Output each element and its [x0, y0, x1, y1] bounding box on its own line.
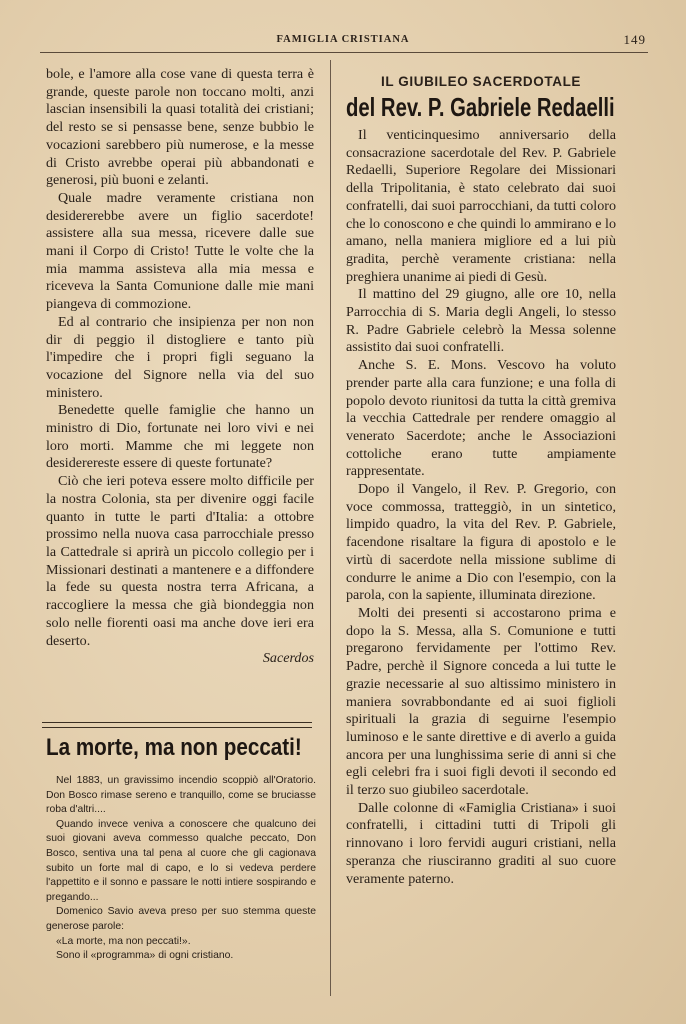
bottom-paragraph-1: Nel 1883, un gravissimo incendio scoppiò all'Oratorio. Don Bosco rimase sereno e tranquillo, come se bruciasse roba d'altri....: [46, 775, 316, 816]
right-paragraph-4: Dopo il Vangelo, il Rev. P. Gregorio, con voce commossa, tratteggiò, in un sintetico, limpido quadro, la vita del Rev. P. Gabriele, facendone risaltare la figura di apostolo e le virtù di sacerdote nella missione sublime di condurre le anime a Dio con l'esempio, con la parola, con la sapiente, illuminata direzione.: [346, 481, 616, 604]
bottom-paragraph-3: Domenico Savio aveva preso per suo stemma queste generose parole:: [46, 906, 316, 932]
left-article: [46, 66, 314, 668]
left-paragraph-5: Ciò che ieri poteva essere molto difficile per la nostra Colonia, sta per divenire oggi facile quanto in tutte le parti d'Italia: a ottobre prossimo nella nuova casa parrocchiale presso la Cattedrale si aprirà un piccolo collegio per i Missionari destinati a mantenere e a diffondere la fede su questa nostra terra Africana, a raccogliere la messa che già biondeggia non solo nelle fiorenti oasi ma anche dove ieri era deserto.: [46, 473, 314, 649]
bottom-paragraph-2: Quando invece veniva a conoscere che qualcuno dei suoi giovani aveva commesso qualche peccato, Don Bosco, sentiva una tal pena al cuore che gli cagionava subito un forte mal di capo, e lo si vedeva perdere l'appettito e il sonno e passare le notti intiere sospirando e pregando...: [46, 818, 316, 903]
signature: [46, 650, 314, 668]
right-article-headline: del Rev. P. Gabriele Redaelli: [346, 92, 615, 122]
bottom-article-headline: La morte, ma non peccati!: [46, 734, 302, 761]
bottom-paragraph-4: «La morte, ma non peccati!».: [56, 935, 191, 947]
right-article: [346, 127, 616, 888]
left-paragraph-3: Ed al contrario che insipienza per non non dir di peggio il distogliere e tanto più l'impedire che i propri figli seguano la vocazione del Signore nella via del suo ministero.: [46, 313, 314, 401]
right-paragraph-5: Molti dei presenti si accostarono prima e dopo la S. Messa, alla S. Comunione e tutti pregarono fervidamente per l'ottimo Rev. Padre, perchè il Signore conceda a lui tutte le grazie necessarie al suo altissimo ministero in maniera sovrabbondante ed ai suoi figlioli spirituali la grazia di seguirne l'esempio luminoso e le sante direttive e di averlo a guida ancora per una lunghissima serie di anni si che egli celebri fra i suoi figli devoti il secondo ed il terzo suo giubileo sacerdotale.: [346, 604, 616, 799]
bottom-article: [46, 774, 316, 964]
right-paragraph-3: Anche S. E. Mons. Vescovo ha voluto prender parte alla cara funzione; e una folla di popolo devoto riunitosi da tutta la città gremiva la vecchia Cattedrale per rendere omaggio al venerato Sacerdote; anche le Associazioni cottoliche erano tutte ampiamente rappresentate.: [346, 357, 616, 480]
signature-text: Sacerdos: [262, 650, 314, 667]
left-paragraph-1: bole, e l'amore alla cose vane di questa terra è grande, queste parole non toccano molti, anzi lascian insensibili la quasi totalità dei cristiani; del resto se si pensasse bene, senze bubbio le vocazioni sarebbero più numerose, e la messe di Cristo avrebbe operai più abbandonati e generosi, più buoni e zelanti.: [46, 66, 314, 189]
running-title: FAMIGLIA CRISTIANA: [276, 34, 410, 45]
header-rule: [40, 52, 648, 53]
right-article-kicker: IL GIUBILEO SACERDOTALE: [380, 74, 582, 89]
bottom-paragraph-5: Sono il «programma» di ogni cristiano.: [56, 950, 234, 962]
column-divider: [330, 60, 331, 996]
right-paragraph-1: Il venticinquesimo anniversario della consacrazione sacerdotale del Rev. P. Gabriele Redaelli, Superiore Regolare dei Missionari della Tripolitania, è stato celebrato dai suoi confratelli, dai suoi parrocchiani, da tutti coloro che lo conoscono e che quindi lo ammirano e lo amano, nella maniera migliore ed a lui più gradita, perchè veramente cristiana: nella preghiera unanime ai piedi di Gesù.: [346, 127, 616, 285]
left-paragraph-4: Benedette quelle famiglie che hanno un ministro di Dio, fortunate nei loro vivi e nei loro morti. Mamme che mi leggete non desiderereste essere di queste fortunate?: [46, 402, 314, 472]
right-paragraph-6: Dalle colonne di «Famiglia Cristiana» i suoi confratelli, i cittadini tutti di Tripoli gli rinnovano i loro fervidi auguri cristiani, nella speranza che riusciranno graditi al suo cuore veramente paterno.: [346, 799, 616, 887]
running-header: [40, 34, 646, 50]
article-separator-rule-thin: [42, 727, 312, 728]
right-paragraph-2: Il mattino del 29 giugno, alle ore 10, nella Parrocchia di S. Maria degli Angeli, lo stesso R. Padre Gabriele celebrò la Messa solenne assistito dai suoi confratelli.: [346, 286, 616, 356]
left-paragraph-2: Quale madre veramente cristiana non desidererebbe avere un figlio sacerdote! assistere alla sua messa, ricevere dalle sue mani il Corpo di Cristo! Tutte le volte che la mia mamma assisteva alla mia messa e riceveva la Santa Comunione dalle mie mani piangeva di commozione.: [46, 189, 314, 313]
article-separator-rule: [42, 722, 312, 723]
page-number: 149: [623, 32, 646, 47]
